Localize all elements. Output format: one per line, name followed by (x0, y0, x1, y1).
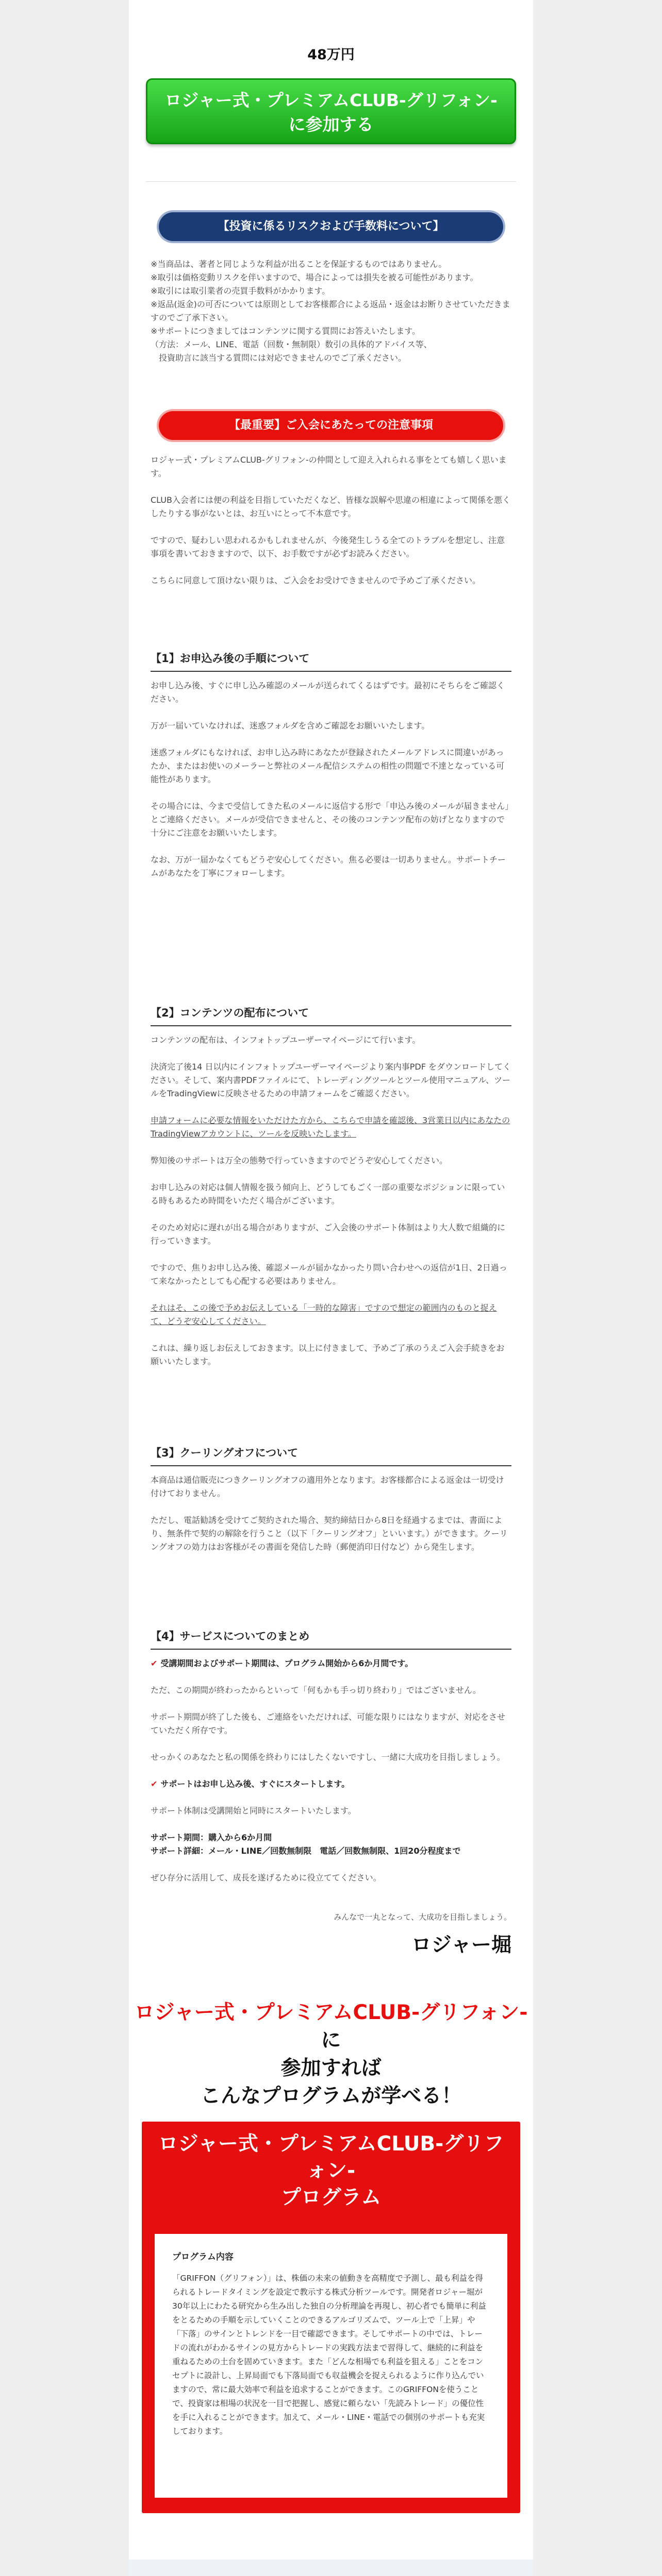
paragraph: サポート体制は受講開始と同時にスタートいたします。 (151, 1806, 356, 1816)
program-content (155, 2234, 507, 2498)
price: 48万円 (307, 47, 355, 63)
section-3-title: 【3】クーリングオフについて (151, 1445, 511, 1466)
page (129, 0, 533, 2576)
check-item (151, 1777, 511, 1791)
paragraph: コンテンツの配布は、インフォトップユーザーマイページにて行います。 (151, 1035, 421, 1045)
paragraph: ぜひ存分に活用して、成長を遂げるために役立ててください。 (151, 1873, 382, 1883)
paragraph: そのため対応に遅れが出る場合がありますが、ご入会後のサポート体制はより大人数で組織的に行っていきます。 (151, 1223, 506, 1246)
risk-note: ※当商品は、著者と同じような利益が出ることを保証するものではありません。 (151, 259, 447, 269)
paragraph: これは、繰り返しお伝えしておきます。以上に付きまして、予めご了承のうえご入会手続きをお願いいたします。 (151, 1343, 505, 1366)
section-4-body (151, 1657, 511, 1898)
paragraph: その場合には、今まで受信してきた私のメールに返信する形で「申込み後のメールが届きません」とご連絡ください。メールが受信できませんと、その後のコンテンツ配布の妨げとなりますので十分にご注意をお願いいたします。 (151, 801, 509, 838)
signature-name: ロジャー堀 (411, 1934, 511, 1957)
headline-line: こんなプログラムが学べる！ (200, 2084, 462, 2108)
program-title: ロジャー式・プレミアムCLUB-グリフォン- (158, 2132, 504, 2182)
risk-title: 【投資に係るリスクおよび手数料について】 (159, 212, 503, 241)
paragraph: ロジャー式・プレミアムCLUB-グリフォン-の仲間として迎え入れられる事をとても嬉しく思います。 (151, 455, 507, 478)
paragraph: 弊知後のサポートは万全の態勢で行っていきますのでどうぞ安心してください。 (151, 1156, 448, 1165)
headline-line: に (321, 2029, 341, 2052)
join-button[interactable] (146, 78, 516, 144)
section-3-body (151, 1473, 511, 1567)
program-text: 「GRIFFON（グリフォン）」は、株価の未来の値動きを高精度で予測し、最も利益を得られるトレードタイミングを設定で教示する株式分析ツールです。開発者ロジャー堀が30年以上にわたる研究から生み出した独自の分析理論を再現し、初心者でも簡単に利益をとるための手順を示していくことのできるアルゴリズムで、ツール上で「上昇」や「下落」のサインとトレンドを一目で確認できます。そしてサポートの中では、トレードの流れがわかるサインの見方からトレードの実践方法まで習得して、継続的に利益を重ねるための土台を固めていきます。また「どんな相場でも利益を狙える」ことをコンセプトに設計し、上昇局面でも下落局面でも収益機会を捉えられるように作り込んでいますので、常に最大効率で利益を追求することができます。このGRIFFONを使うことで、投資家は相場の状況を一目で把握し、感覚に頼らない「先読みトレード」の優位性を手に入れることができます。加えて、メール・LINE・電話での個別のサポートも充実しております。 (172, 2274, 486, 2436)
headline-line: 参加すれば (280, 2057, 382, 2080)
check-icon: ✔ (151, 1658, 158, 1668)
paragraph: お申し込み後、すぐに申し込み確認のメールが送られてくるはずです。最初にそちらをご確認ください。 (151, 681, 505, 704)
paragraph: ただ、この期間が終わったからといって「何もかも手っ切り終わり」ではございません。 (151, 1685, 481, 1695)
program-box (142, 2122, 520, 2513)
check-text: 受講期間およびサポート期間は、プログラム開始から6か月間です。 (160, 1658, 413, 1668)
paragraph: ただし、電話勧誘を受けてご契約された場合、契約締結日から8日を経過するまでは、書面により、無条件で契約の解除を行うこと（以下「クーリングオフ」といいます。）ができます。クーリングオフの効力はお客様がその書面を発信した時（郵便消印日付など）から発生します。 (151, 1515, 508, 1552)
section-1-title: 【1】お申込み後の手順について (151, 650, 511, 672)
risk-note: ※取引は価格変動リスクを伴いますので、場合によっては損失を被る可能性があります。 (151, 273, 478, 282)
check-text: サポートはお申し込み後、すぐにスタートします。 (160, 1779, 350, 1789)
join-button-line2: に参加する (288, 114, 374, 134)
risk-note: 投資助言に該当する質問には対応できませんのでご了承ください。 (151, 353, 407, 363)
program-headline (129, 1999, 533, 2110)
check-item (151, 1657, 511, 1670)
important-body (151, 453, 511, 601)
paragraph: 決済完了後14 日以内にインフォトップユーザーマイページより案内事PDF をダウンロードしてください。そして、案内書PDFファイルにて、トレーディングツールとツール使用マニュアル、ツールをTradingViewに反映させるための申請フォームをご確認ください。 (151, 1062, 511, 1098)
paragraph: ですので、疑わしい思われるかもしれませんが、今後発生しうる全てのトラブルを想定し、注意事項を書いておきますので、以下、お手数ですが必ずお読みください。 (151, 535, 505, 558)
join-button-line1: ロジャー式・プレミアムCLUB-グリフォン- (164, 90, 498, 110)
section-4-title: 【4】サービスについてのまとめ (151, 1628, 511, 1650)
paragraph: 本商品は通信販売につきクーリングオフの適用外となります。お客様都合による返金は一切受け付けておりません。 (151, 1475, 504, 1498)
support-detail: サポート詳細：メール・LINE／回数無制限 電話／回数無制限、1回20分程度まで (151, 1846, 461, 1856)
paragraph: 万が一届いていなければ、迷惑フォルダを含めご確認をお願いいたします。 (151, 721, 430, 731)
risk-note: ※返品(返金)の可否については原則としてお客様都合による返品・返金はお断りさせていただきますのでご了承下さい。 (151, 299, 510, 323)
section-2-body (151, 1033, 511, 1382)
risk-note: ※取引には取引業者の売買手数料がかかります。 (151, 286, 330, 296)
section-1-body (151, 679, 511, 893)
important-title: 【最重要】ご入会にあたっての注意事項 (159, 411, 503, 440)
risk-note: （方法：メール、LINE、電話（回数・無制限）数引の具体的アドバイス等、 (151, 340, 432, 349)
headline-line: ロジャー式・プレミアムCLUB-グリフォン- (134, 2001, 528, 2024)
divider (146, 181, 516, 182)
risk-note: ※サポートにつきましてはコンテンツに関する質問にお答えいたします。 (151, 326, 421, 336)
section-2-title: 【2】コンテンツの配布について (151, 1005, 511, 1026)
paragraph: こちらに同意して頂けない限りは、ご入会をお受けできませんので予めご了承ください。 (151, 575, 481, 585)
qa-section (129, 2560, 533, 2576)
risk-notes (151, 258, 511, 365)
program-subtitle: プログラム (280, 2186, 382, 2209)
check-icon: ✔ (151, 1779, 158, 1789)
paragraph: 迷惑フォルダにもなければ、お申し込み時にあなたが登録されたメールアドレスに間違いがあったか、またはお使いのメーラーと弊社のメール配信システムの相性の問題で不達となっている可能性があります。 (151, 748, 505, 784)
paragraph: お申し込みの対応は個人情報を扱う傾向上、どうしてもごく一部の重要なポジションに限っている時もあるため時間をいただく場合がございます。 (151, 1182, 505, 1206)
paragraph: サポート期間が終了した後も、ご連絡をいただければ、可能な限りにはなりますが、対応をさせていただく所存です。 (151, 1712, 506, 1735)
signature-message: みんなで一丸となって、大成功を目指しましょう。 (334, 1912, 511, 1922)
program-label: プログラム内容 (172, 2252, 234, 2262)
paragraph: CLUB入会者には便の利益を目指していただくなど、皆様な誤解や思違の相違によって関係を悪くしたりする事がないとは、お互いにとって不本意です。 (151, 495, 510, 518)
paragraph: ですので、焦りお申し込み後、確認メールが届かなかったり問い合わせへの返信が1日、2日過って来なかったとしても心配する必要はありません。 (151, 1263, 507, 1286)
support-period: サポート期間：購入から6か月間 (151, 1833, 272, 1842)
paragraph: せっかくのあなたと私の関係を終わりにはしたくないですし、一緒に大成功を目指しましょう。 (151, 1752, 505, 1762)
paragraph: それはそ、この後で予めお伝えしている「一時的な障害」ですので想定の範囲内のものと捉えて、どうぞ安心してください。 (151, 1303, 497, 1326)
paragraph: 申請フォームに必要な情報をいただけた方から、こちらで申請を確認後、3営業日以内にあなたのTradingViewアカウントに、ツールを反映いたします。 (151, 1115, 510, 1139)
paragraph: なお、万が一届かなくてもどうぞ安心してください。焦る必要は一切ありません。サポートチームがあなたを丁寧にフォローします。 (151, 855, 506, 878)
